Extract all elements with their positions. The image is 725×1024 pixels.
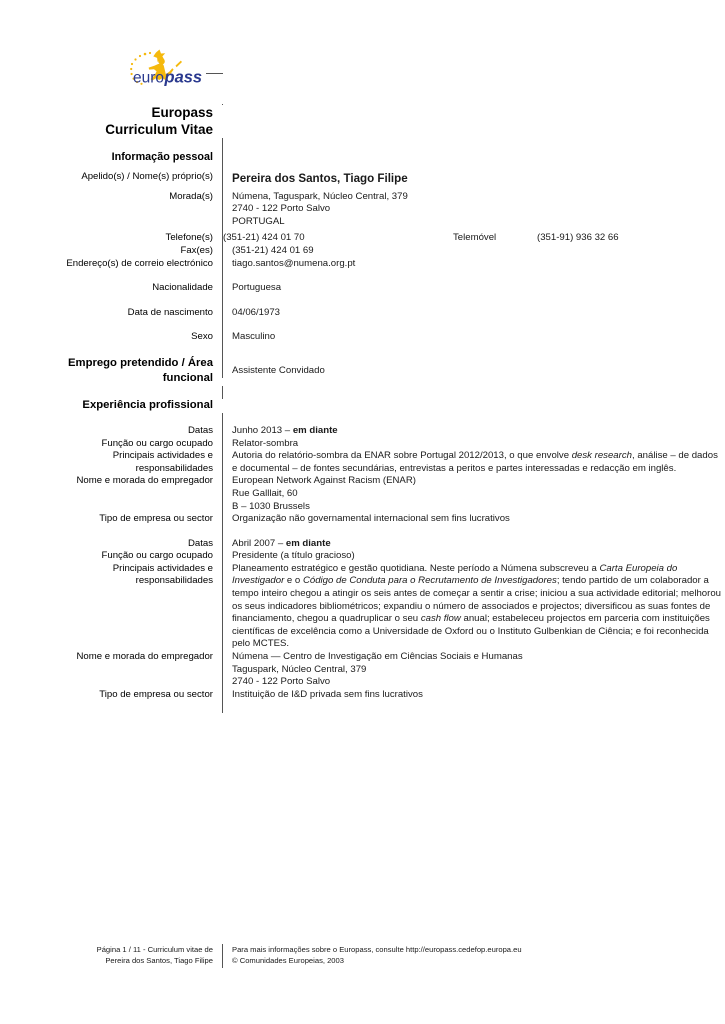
spacer — [62, 526, 725, 538]
field-position-label: Função ou cargo ocupado — [101, 437, 213, 449]
field-phone — [62, 232, 725, 245]
field-address — [62, 191, 725, 229]
job-0-dates — [222, 425, 725, 438]
desired-job-label-line-2: funcional — [162, 371, 213, 384]
spacer — [62, 295, 725, 307]
section-personal-info-value — [222, 150, 725, 164]
employer-line: 2740 - 122 Porto Salvo — [232, 676, 331, 688]
field-dates-label: Datas — [187, 424, 213, 436]
europass-logo — [128, 46, 223, 90]
field-employer — [62, 475, 725, 513]
document-title-row — [62, 104, 725, 138]
field-nationality — [62, 282, 725, 295]
field-activities — [62, 450, 725, 475]
field-birthdate-label: Data de nascimento — [127, 306, 213, 318]
section-experience — [62, 398, 725, 413]
spacer — [62, 701, 725, 713]
field-activities-label — [62, 563, 222, 588]
spacer — [62, 270, 725, 282]
spacer — [62, 344, 725, 356]
desired-job-label-line-1: Emprego pretendido / Área — [67, 356, 213, 369]
person-name: Pereira dos Santos, Tiago Filipe — [232, 172, 408, 185]
field-activities — [62, 563, 725, 651]
footer-right-line-2: © Comunidades Europeias, 2003 — [232, 956, 344, 965]
italic-run: Carta Europeia do Investigador — [232, 562, 678, 587]
employer-line: Taguspark, Núcleo Central, 379 — [232, 663, 367, 675]
text-run: , análise – de dados e documental – de fontes secundárias, entrevistas a peritos e partes interessadas e redacção em inglês. — [232, 450, 718, 474]
job-1-employer — [222, 651, 725, 689]
section-desired-job-label — [62, 356, 222, 386]
field-position — [62, 438, 725, 451]
field-nationality-label: Nacionalidade — [152, 282, 213, 294]
field-email — [62, 258, 725, 271]
logo-euro-text: euro — [133, 69, 165, 87]
italic-run: cash flow — [420, 613, 461, 625]
italic-run: Código de Conduta para o Recrutamento de Investigadores — [302, 575, 557, 587]
title-line-1: Europass — [151, 105, 213, 120]
employer-line: B – 1030 Brussels — [232, 500, 310, 512]
job-0-sector: Organização não governamental internacional sem fins lucrativos — [222, 513, 725, 526]
activities-label-line-2: responsabilidades — [135, 575, 213, 587]
job-1-dates — [222, 538, 725, 551]
mobile-label: Telemóvel — [453, 232, 497, 244]
field-employer-label: Nome e morada do empregador — [76, 475, 213, 487]
field-position — [62, 550, 725, 563]
employer-line: Rue Galllait, 60 — [232, 487, 298, 499]
spacer — [62, 138, 725, 150]
logo-pass-text: pass — [164, 68, 203, 87]
field-employer-label: Nome e morada do empregador — [76, 651, 213, 663]
job-1-dates-plain: Abril 2007 – — [232, 537, 286, 549]
employer-line: Númena — Centro de Investigação em Ciências Sociais e Humanas — [232, 651, 523, 663]
document-title — [62, 104, 222, 138]
section-experience-value — [222, 398, 725, 399]
spacer — [62, 413, 725, 425]
europass-logo-icon — [128, 46, 223, 90]
field-address-value — [222, 191, 725, 229]
job-1-activities — [222, 563, 725, 651]
field-dates — [62, 425, 725, 438]
address-line: PORTUGAL — [232, 215, 285, 227]
field-name-label: Apelido(s) / Nome(s) próprio(s) — [81, 171, 213, 182]
mobile-number: (351-91) 936 32 66 — [537, 232, 619, 244]
field-fax-label: Fax(es) — [180, 244, 213, 256]
field-sex-value: Masculino — [222, 331, 725, 344]
address-line: 2740 - 122 Porto Salvo — [232, 203, 331, 215]
job-0-dates-plain: Junho 2013 – — [232, 424, 293, 436]
phone-number: (351-21) 424 01 70 — [223, 232, 305, 244]
title-line-2: Curriculum Vitae — [105, 122, 213, 137]
section-personal-info-label: Informação pessoal — [111, 151, 213, 163]
job-1-sector: Instituição de I&D privada sem fins lucrativos — [222, 689, 725, 702]
job-0-dates-bold: em diante — [292, 424, 338, 436]
section-desired-job-value: Assistente Convidado — [222, 356, 725, 378]
activities-label-line-1: Principais actividades e — [112, 562, 213, 574]
field-email-label: Endereço(s) de correio electrónico — [66, 257, 213, 269]
field-name-value — [222, 171, 725, 187]
spacer — [62, 386, 725, 398]
text-run: ; tendo partido de um colaborador a tempo inteiro chegou a atingir os seis antes de começar a sentir a crise; iniciou a sua actividade editorial; melhorou os seus indicadores bibliométricos; expandiu o número de associados e projectos; diversificou as suas fontes de financiamento, chegou a quadruplicar o seu — [232, 575, 722, 625]
field-sector — [62, 689, 725, 702]
field-activities-label — [62, 450, 222, 475]
field-nationality-value: Portuguesa — [222, 282, 725, 295]
field-address-label: Morada(s) — [169, 190, 213, 202]
job-0-employer — [222, 475, 725, 513]
field-dates — [62, 538, 725, 551]
field-phone-label: Telefone(s) — [165, 232, 213, 244]
field-sector-label: Tipo de empresa ou sector — [99, 513, 213, 525]
field-sector — [62, 513, 725, 526]
spacer — [62, 164, 725, 171]
spacer — [62, 319, 725, 331]
text-run: Autoria do relatório-sombra da ENAR sobre Portugal 2012/2013, o que envolve — [232, 450, 572, 462]
job-0-position: Relator-sombra — [222, 438, 725, 451]
field-phone-value — [222, 232, 725, 245]
field-birthdate-value: 04/06/1973 — [222, 307, 725, 320]
activities-label-line-2: responsabilidades — [135, 462, 213, 474]
field-employer — [62, 651, 725, 689]
employer-line: European Network Against Racism (ENAR) — [232, 475, 416, 487]
phone-inline-group — [223, 232, 725, 245]
cv-body — [62, 104, 725, 713]
italic-run: desk research — [571, 450, 632, 462]
field-fax-value: (351-21) 424 01 69 — [222, 245, 725, 258]
field-email-value: tiago.santos@numena.org.pt — [222, 258, 725, 271]
section-experience-label: Experiência profissional — [82, 398, 213, 411]
field-sector-label: Tipo de empresa ou sector — [99, 688, 213, 700]
field-sex — [62, 331, 725, 344]
section-desired-job — [62, 356, 725, 386]
footer-left-line-1: Página 1 / 11 - Curriculum vitae de — [96, 945, 213, 954]
text-run: Planeamento estratégico e gestão quotidiana. Neste período a Númena subscreveu a — [232, 562, 600, 574]
title-rule-spacer — [222, 104, 725, 105]
job-1-position: Presidente (a título gracioso) — [222, 550, 725, 563]
address-line: Númena, Taguspark, Núcleo Central, 379 — [232, 190, 408, 202]
text-run: anual; estabeleceu projectos em parceria com instituições científicas de excelência como a Universidade de Oxford ou o Instituto Gulbenkian de Ciência; e foi reconhecida pelo MCTES. — [232, 613, 710, 650]
field-sex-label: Sexo — [191, 331, 213, 343]
field-name — [62, 171, 725, 187]
footer-right-line-1: Para mais informações sobre o Europass, consulte http://europass.cedefop.europa.eu — [232, 945, 522, 954]
job-0-activities — [222, 450, 725, 475]
field-fax — [62, 245, 725, 258]
field-dates-label: Datas — [187, 537, 213, 549]
page-footer — [62, 944, 725, 968]
section-personal-info — [62, 150, 725, 164]
job-1-dates-bold: em diante — [285, 537, 331, 549]
footer-europass-info — [222, 944, 725, 968]
field-birthdate — [62, 307, 725, 320]
footer-page-info — [62, 944, 222, 966]
activities-label-line-1: Principais actividades e — [112, 450, 213, 462]
text-run: e o — [284, 575, 303, 587]
footer-left-line-2: Pereira dos Santos, Tiago Filipe — [105, 956, 213, 965]
field-position-label: Função ou cargo ocupado — [101, 550, 213, 562]
